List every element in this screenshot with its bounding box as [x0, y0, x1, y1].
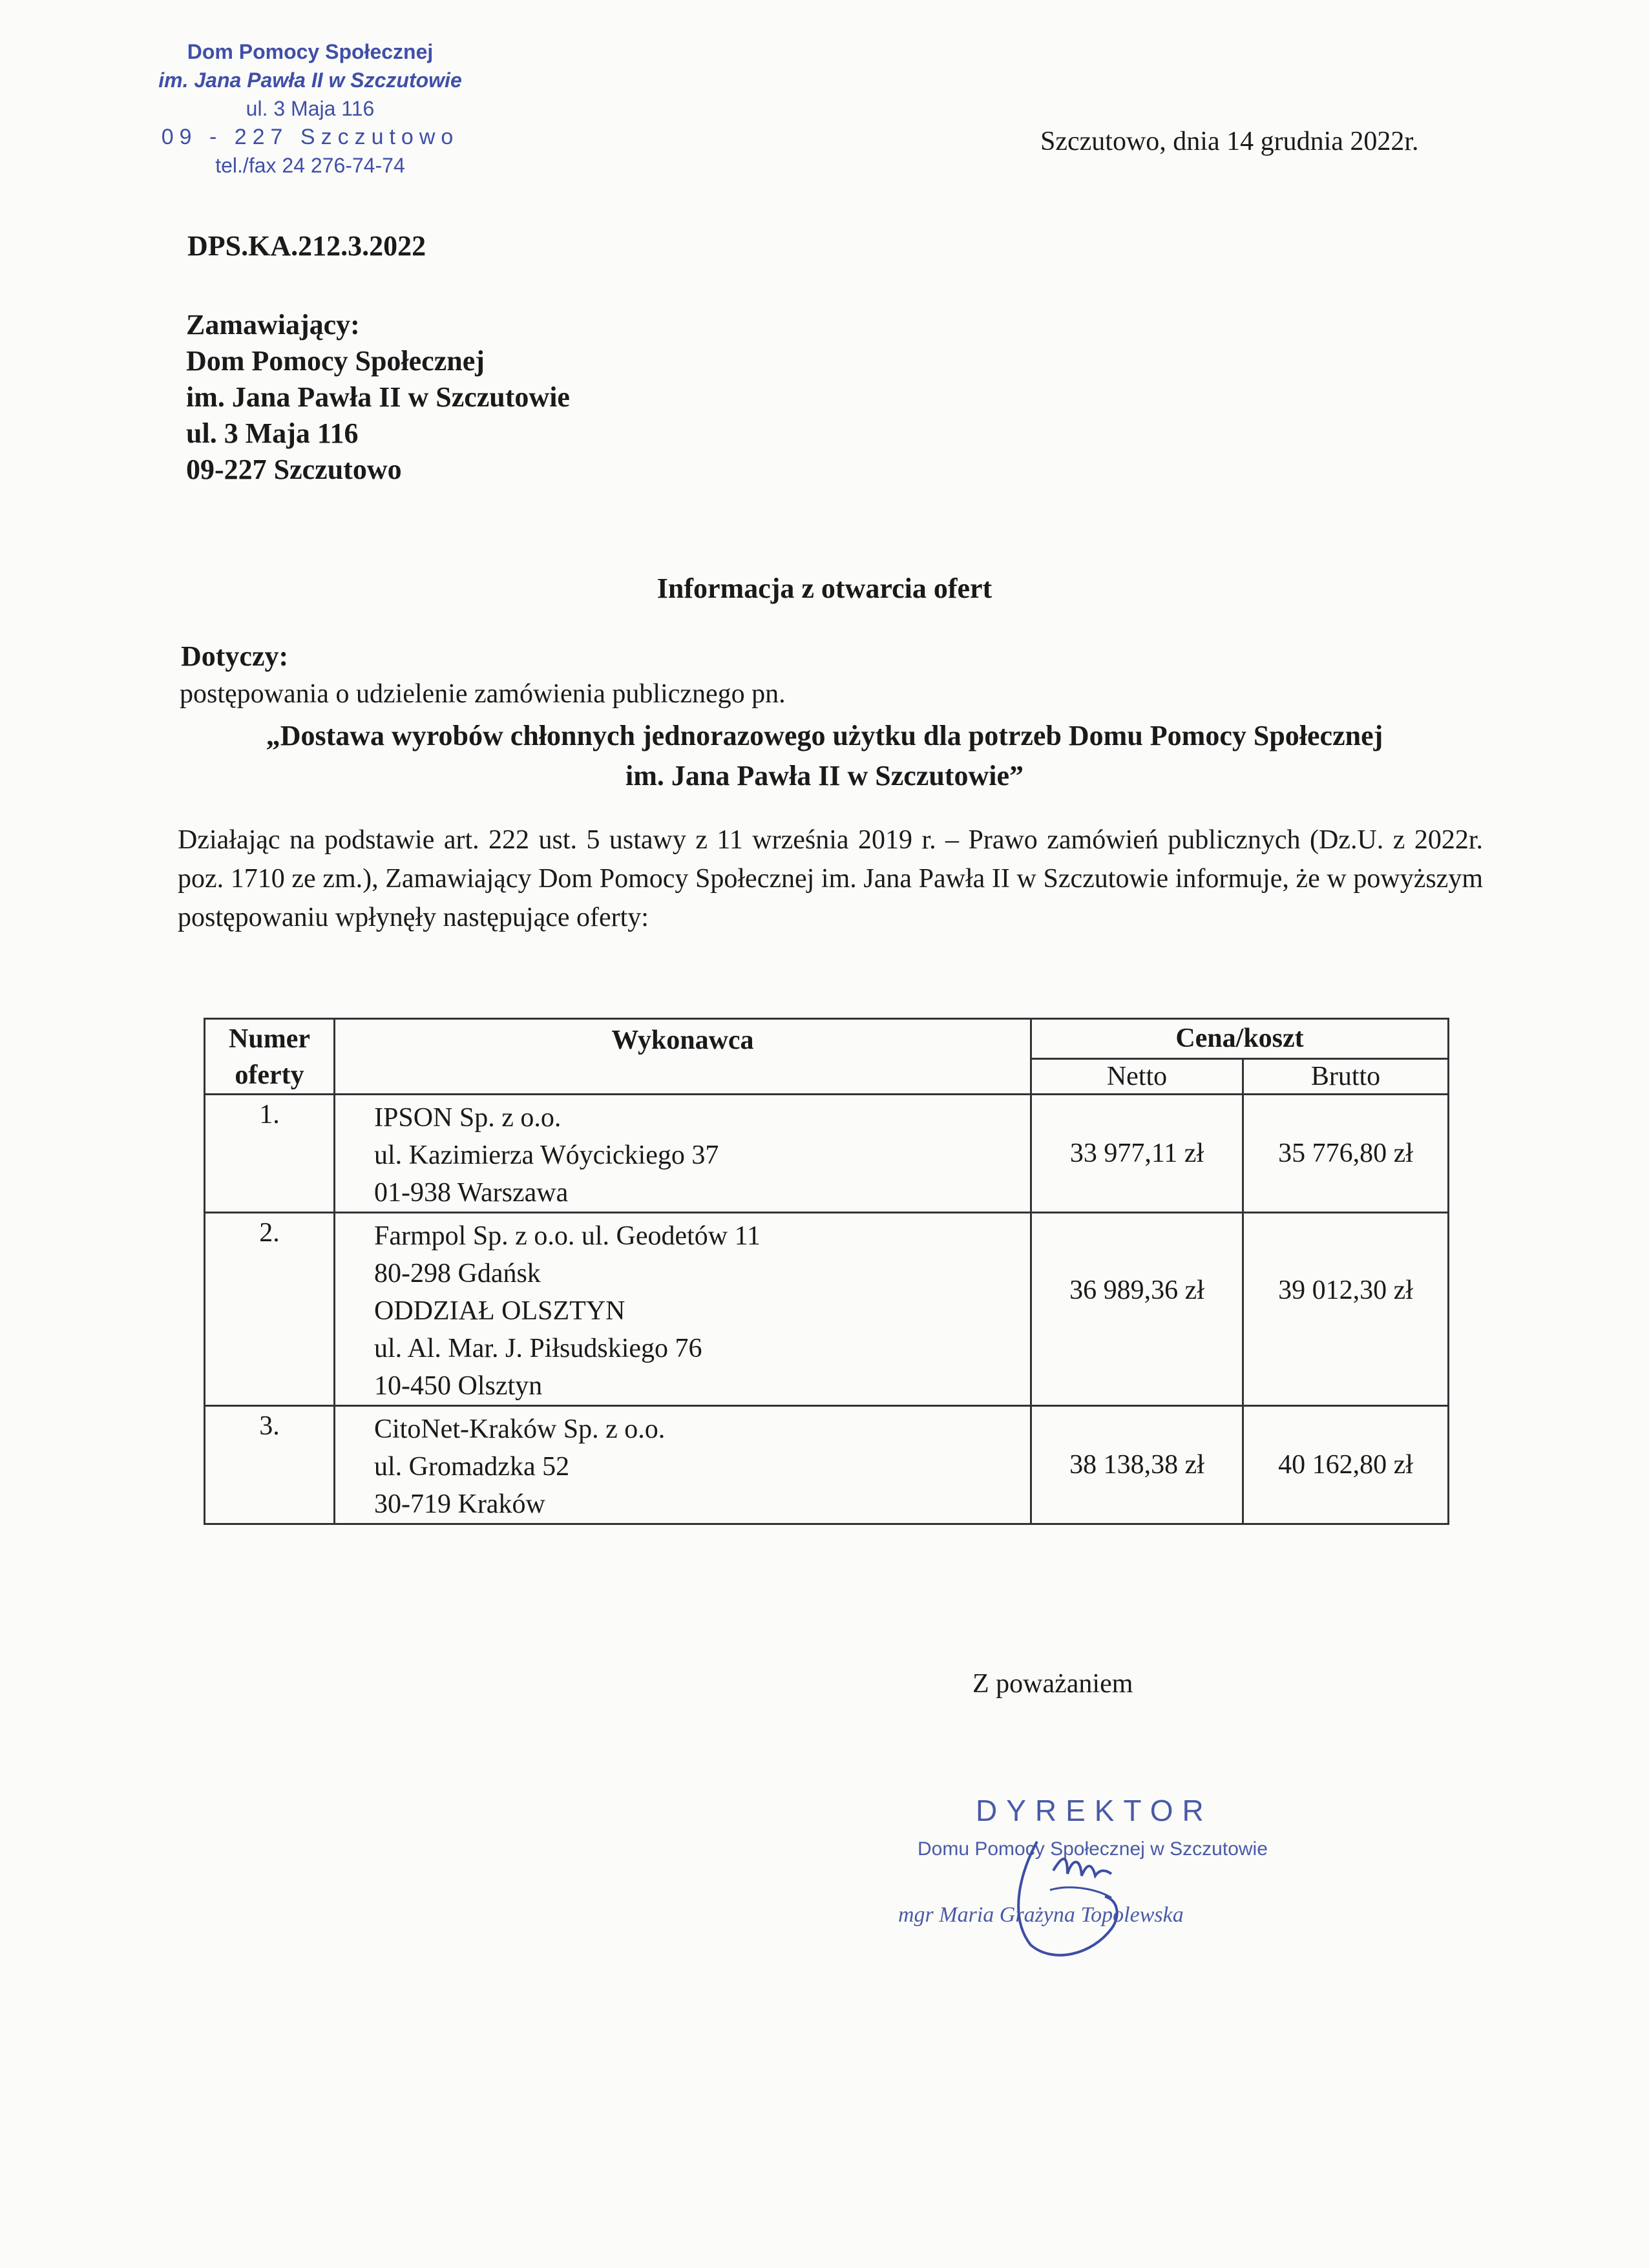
table-row [205, 1213, 1449, 1406]
header-contractor: Wykonawca [335, 1019, 1031, 1095]
net-price: 38 138,38 zł [1031, 1406, 1243, 1524]
contractor-line: ul. Kazimierza Wóycickiego 37 [374, 1140, 719, 1170]
stamp-line-1: Dom Pomocy Społecznej [187, 40, 434, 63]
procurement-subject [0, 716, 1649, 796]
contractor-cell [335, 1095, 1031, 1213]
gross-price: 39 012,30 zł [1243, 1213, 1449, 1406]
stamp-line-3: ul. 3 Maja 116 [246, 97, 375, 120]
signature-stamp [898, 1793, 1299, 1961]
stamp-line-4: 09 - 227 Szczutowo [161, 125, 459, 149]
contractor-line: 01-938 Warszawa [374, 1178, 569, 1208]
buyer-street: ul. 3 Maja 116 [186, 417, 359, 449]
contractor-line: ul. Gromadzka 52 [374, 1452, 570, 1482]
sender-stamp [116, 37, 504, 180]
contractor-cell [335, 1213, 1031, 1406]
stamp-line-5: tel./fax 24 276-74-74 [215, 154, 405, 177]
signature-name: mgr Maria Grażyna Topolewska [898, 1903, 1184, 1927]
header-gross: Brutto [1243, 1058, 1449, 1094]
buyer-city: 09-227 Szczutowo [186, 454, 402, 485]
header-number-line-2: oferty [235, 1060, 304, 1090]
concerns-label: Dotyczy: [181, 640, 289, 672]
body-paragraph: Działając na podstawie art. 222 ust. 5 ustawy z 11 września 2019 r. – Prawo zamówień publicznych (Dz.U. z 2022r. poz. 1710 ze zm.), Zamawiający Dom Pomocy Społecznej im. Jana Pawła II w Szczutowie informuje, że w powyższym postępowaniu wpłynęły następujące oferty: [178, 825, 1483, 932]
document-date: Szczutowo, dnia 14 grudnia 2022r. [1040, 127, 1419, 156]
contractor-line: ul. Al. Mar. J. Piłsudskiego 76 [374, 1334, 702, 1363]
net-price: 33 977,11 zł [1031, 1095, 1243, 1213]
buyer-block [186, 307, 570, 488]
concerns-text: postępowania o udzielenie zamówienia publicznego pn. [180, 679, 786, 709]
subject-line-1: „Dostawa wyrobów chłonnych jednorazowego użytku dla potrzeb Domu Pomocy Społecznej [266, 720, 1383, 751]
buyer-label: Zamawiający: [186, 309, 360, 341]
contractor-line: 30-719 Kraków [374, 1489, 545, 1519]
contractor-line: 80-298 Gdańsk [374, 1259, 541, 1288]
contractor-line: 10-450 Olsztyn [374, 1371, 543, 1401]
header-offer-number [205, 1019, 335, 1095]
contractor-line: IPSON Sp. z o.o. [374, 1103, 562, 1133]
contractor-line: Farmpol Sp. z o.o. ul. Geodetów 11 [374, 1221, 761, 1251]
handwritten-signature-icon [898, 1793, 1299, 1961]
offer-number: 3. [205, 1406, 335, 1524]
header-number-line-1: Numer [229, 1024, 310, 1054]
reference-number: DPS.KA.212.3.2022 [187, 230, 426, 262]
table-row [205, 1095, 1449, 1213]
net-price: 36 989,36 zł [1031, 1213, 1243, 1406]
offer-number: 1. [205, 1095, 335, 1213]
contractor-cell [335, 1406, 1031, 1524]
signature-title: DYREKTOR [976, 1794, 1213, 1827]
signature-organization: Domu Pomocy Społecznej w Szczutowie [918, 1838, 1268, 1860]
page-title: Informacja z otwarcia ofert [656, 572, 993, 604]
table-row [205, 1406, 1449, 1524]
subject-line-2: im. Jana Pawła II w Szczutowie” [625, 760, 1024, 792]
closing-phrase: Z poważaniem [972, 1669, 1133, 1699]
header-net: Netto [1031, 1058, 1243, 1094]
offers-table [204, 1018, 1449, 1525]
contractor-line: CitoNet-Kraków Sp. z o.o. [374, 1414, 666, 1444]
header-price: Cena/koszt [1031, 1019, 1449, 1059]
contractor-line: ODDZIAŁ OLSZTYN [374, 1296, 625, 1326]
stamp-line-2: im. Jana Pawła II w Szczutowie [158, 68, 462, 92]
buyer-name: Dom Pomocy Społecznej [186, 345, 485, 377]
buyer-name-2: im. Jana Pawła II w Szczutowie [186, 381, 570, 413]
gross-price: 35 776,80 zł [1243, 1095, 1449, 1213]
offer-number: 2. [205, 1213, 335, 1406]
gross-price: 40 162,80 zł [1243, 1406, 1449, 1524]
